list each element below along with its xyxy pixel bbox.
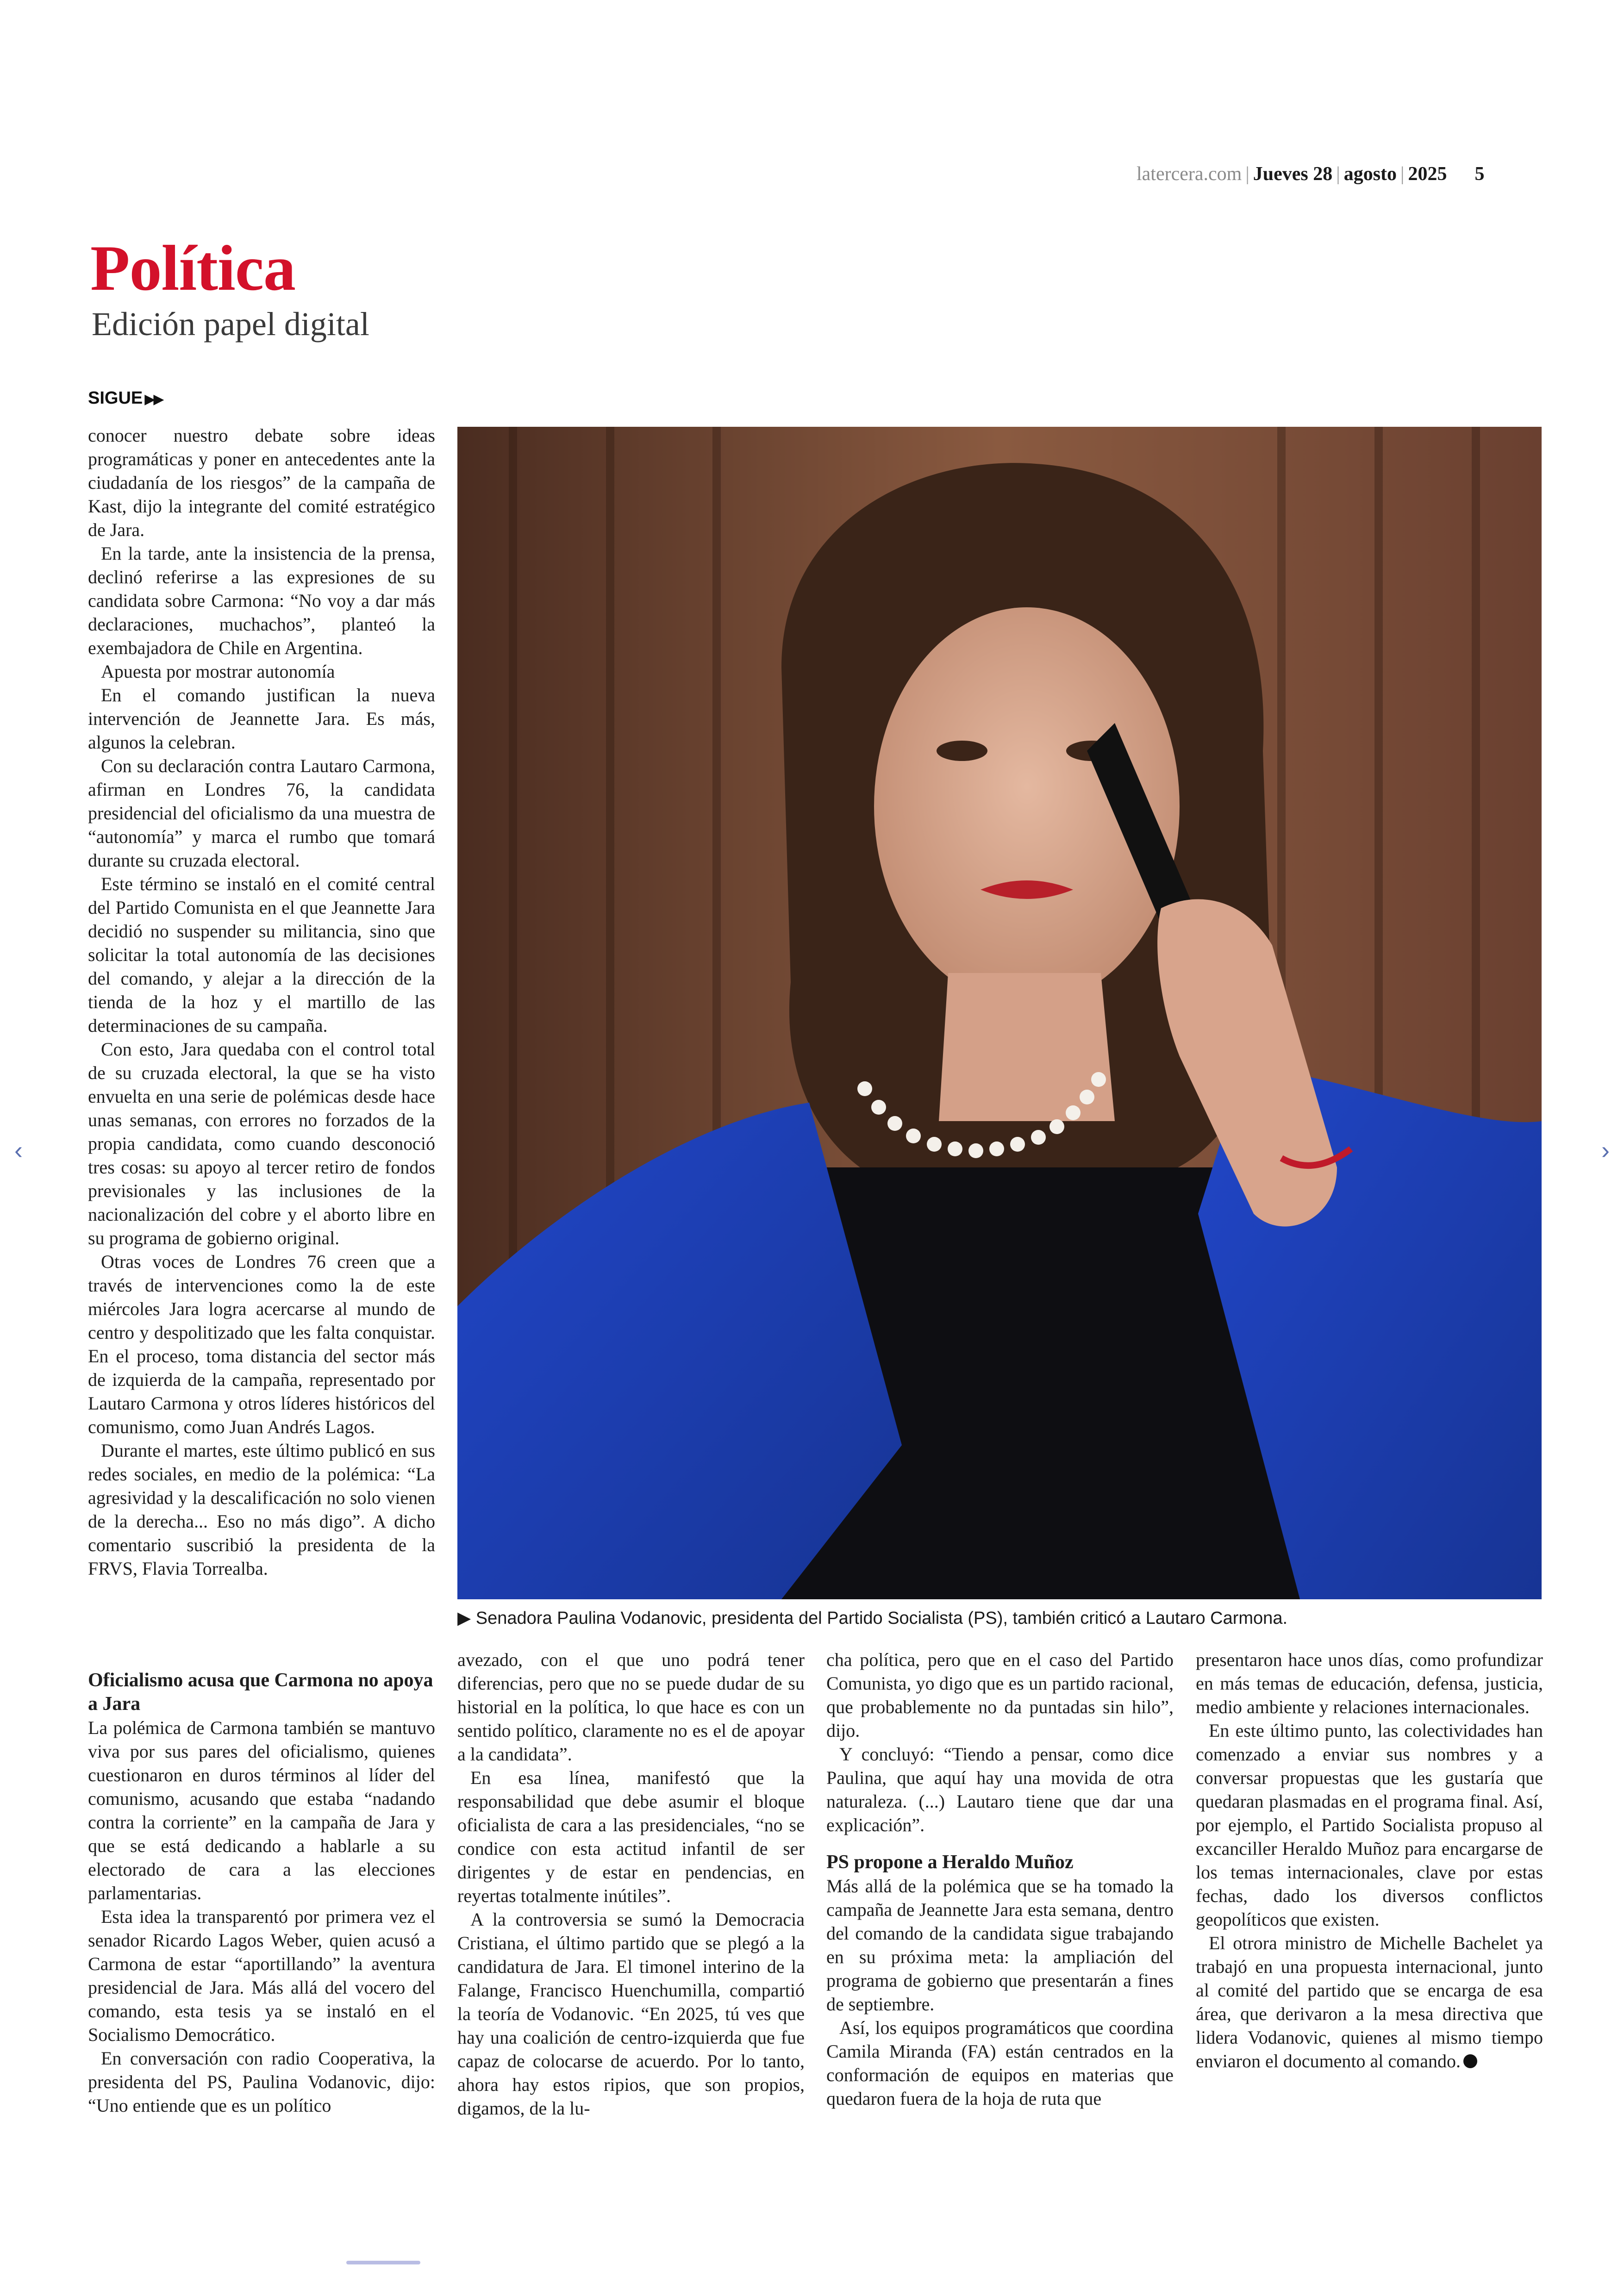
date-day: Jueves 28	[1253, 163, 1333, 185]
paragraph: En la tarde, ante la insistencia de la prensa, declinó referirse a las expresiones de su candidata sobre Carmona: “No voy a dar más declaraciones, muchachos”, planteó la exembajadora de Chile en Argentina.	[88, 543, 435, 658]
end-of-article-icon	[1463, 2054, 1477, 2068]
continue-label: SIGUE	[88, 388, 143, 408]
article-column-2	[457, 1648, 805, 2120]
page-number: 5	[1474, 163, 1485, 185]
page-scroll-indicator[interactable]	[346, 2261, 420, 2264]
portrait-illustration	[457, 427, 1542, 1599]
subheading-inline: Apuesta por mostrar autonomía	[101, 661, 335, 682]
paragraph: Más allá de la polémica que se ha tomado la campaña de Jeannette Jara esta semana, dentro del comando de la candidata sigue trabajando en su próxima meta: la ampliación del programa de gobierno que presentarán a fines de septiembre.	[826, 1876, 1174, 2014]
photo-caption	[457, 1606, 1542, 1630]
article-column-3	[826, 1648, 1174, 2110]
paragraph: avezado, con el que uno podrá tener diferencias, pero que no se puede dudar de su historial en la política, lo que hace es con un sentido político, claramente no es el de apoyar a la candidata”.	[457, 1649, 805, 1765]
paragraph: A la controversia se sumó la Democracia Cristiana, el último partido que se plegó a la candidatura de Jara. El timonel interino de la Falange, Francisco Huenchumilla, compartió la teoría de Vodanovic. “En 2025, tú ves que hay una coalición de centro-izquierda que fue capaz de colocarse de acuerdo. Por lo tanto, ahora hay estos ripios, que son propios, digamos, de la lu-	[457, 1909, 805, 2119]
paragraph: conocer nuestro debate sobre ideas programáticas y poner en antecedentes ante la ciudadanía de los riesgos” de la campaña de Kast, dijo la integrante del comité estratégico de Jara.	[88, 425, 435, 540]
section-heading: PS propone a Heraldo Muñoz	[826, 1852, 1074, 1873]
double-arrow-icon: ▶▶	[144, 392, 162, 407]
paragraph: cha política, pero que en el caso del Partido Comunista, yo digo que es un partido racional, que probablemente no da puntadas sin hilo”, dijo.	[826, 1649, 1174, 1741]
paragraph: Durante el martes, este último publicó en sus redes sociales, en medio de la polémica: “La agresividad y la descalificación no solo vienen de la derecha... Eso no más digo”. A dicho comentario suscribió la presidenta de la FRVS, Flavia Torrealba.	[88, 1440, 435, 1579]
paragraph: En este último punto, las colectividades han comenzado a enviar sus nombres y a conversar propuestas que les gustaría que quedaran plasmadas en el programa final. Así, por ejemplo, el Partido Socialista propuso al excanciller Heraldo Muñoz para encargarse de los temas internacionales, clave por estas fechas, dado los diversos conflictos geopolíticos que existen.	[1196, 1720, 1543, 1930]
date-month: agosto	[1343, 163, 1397, 185]
site-name: latercera.com	[1137, 163, 1242, 185]
paragraph: La polémica de Carmona también se mantuvo viva por sus pares del oficialismo, quienes cuestionaron en duros términos al líder del comunismo, acusando que estaba “nadando contra la corriente” en la campaña de Jara y que se está dedicando a hablarle a su electorado de cara a las elecciones parlamentarias.	[88, 1717, 435, 1903]
paragraph: Con su declaración contra Lautaro Carmona, afirman en Londres 76, la candidata presidencial del oficialismo da una muestra de “autonomía” y marca el rumbo que tomará durante su cruzada electoral.	[88, 755, 435, 871]
paragraph: presentaron hace unos días, como profundizar en más temas de educación, defensa, justicia, medio ambiente y relaciones internacionales.	[1196, 1649, 1543, 1717]
article-column-1-top	[88, 424, 435, 1580]
paragraph: Así, los equipos programáticos que coordina Camila Miranda (FA) están centrados en la conformación de equipos en materias que quedaron fuera de la hoja de ruta que	[826, 2017, 1174, 2109]
paragraph: Con esto, Jara quedaba con el control total de su cruzada electoral, la que se ha visto envuelta en una serie de polémicas desde hace unas semanas, con errores no forzados de la propia candidata, como cuando desconoció tres cosas: su apoyo al tercer retiro de fondos previsionales y las inclusiones de la nacionalización del cobre y el aborto libre en su programa de gobierno original.	[88, 1039, 435, 1248]
paragraph: En esa línea, manifestó que la responsabilidad que debe asumir el bloque oficialista de cara a las presidenciales, “no se condice con esta actitud infantil de ser dirigentes y de estar en pendencias, en reyertas totalmente inútiles”.	[457, 1767, 805, 1906]
paragraph: Y concluyó: “Tiendo a pensar, como dice Paulina, que aquí hay una movida de otra naturaleza. (...) Lautaro tiene que dar una explicación”.	[826, 1744, 1174, 1835]
paragraph: Otras voces de Londres 76 creen que a través de intervenciones como la de este miércoles Jara logra acercarse al mundo de centro y despolitizado que les falta conquistar. En el proceso, toma distancia del sector más de izquierda de la campaña, representado por Lautaro Carmona y otros líderes históricos del comunismo, como Juan Andrés Lagos.	[88, 1251, 435, 1437]
section-title: Política	[90, 232, 295, 304]
article-column-4	[1196, 1648, 1543, 2073]
chevron-left-icon[interactable]: ‹	[14, 1136, 23, 1164]
paragraph: En conversación con radio Cooperativa, la presidenta del PS, Paulina Vodanovic, dijo: “Uno entiende que es un político	[88, 2048, 435, 2116]
article-photo	[457, 427, 1542, 1599]
paragraph: En el comando justifican la nueva intervención de Jeannette Jara. Es más, algunos la celebran.	[88, 685, 435, 753]
paragraph	[1196, 1931, 1543, 2073]
chevron-right-icon[interactable]: ›	[1601, 1136, 1610, 1164]
folio-line: latercera.com | Jueves 28 | agosto | 2025 5	[1137, 163, 1485, 185]
paragraph: Este término se instaló en el comité central del Partido Comunista en el que Jeannette Jara decidió no suspender su militancia, sino que solicitar la total autonomía de las decisiones del comando, y alejar a la dirección de la tienda de la hoz y el martillo de las determinaciones de su campaña.	[88, 873, 435, 1036]
article-column-1-bottom	[88, 1669, 435, 2117]
paragraph: Esta idea la transparentó por primera vez el senador Ricardo Lagos Weber, quien acusó a Carmona de estar “aportillando” la aventura presidencial de Jara. Más allá del vocero del comando, esta tesis ya se instaló en el Socialismo Democrático.	[88, 1906, 435, 2045]
continue-marker	[88, 387, 162, 411]
caption-marker-icon: ▶	[457, 1609, 471, 1628]
date-year: 2025	[1408, 163, 1447, 185]
section-subtitle: Edición papel digital	[92, 306, 369, 343]
section-heading: Oficialismo acusa que Carmona no apoya a Jara	[88, 1670, 433, 1715]
paragraph-text: El otrora ministro de Michelle Bachelet ya trabajó en una propuesta internacional, junto al comité del partido que se encarga de esa área, que derivaron a la mesa directiva que lidera Vodanovic, quienes al mismo tiempo enviaron el documento al comando.	[1196, 1933, 1543, 2071]
caption-text: Senadora Paulina Vodanovic, presidenta del Partido Socialista (PS), también criticó a Lautaro Carmona.	[475, 1609, 1288, 1628]
